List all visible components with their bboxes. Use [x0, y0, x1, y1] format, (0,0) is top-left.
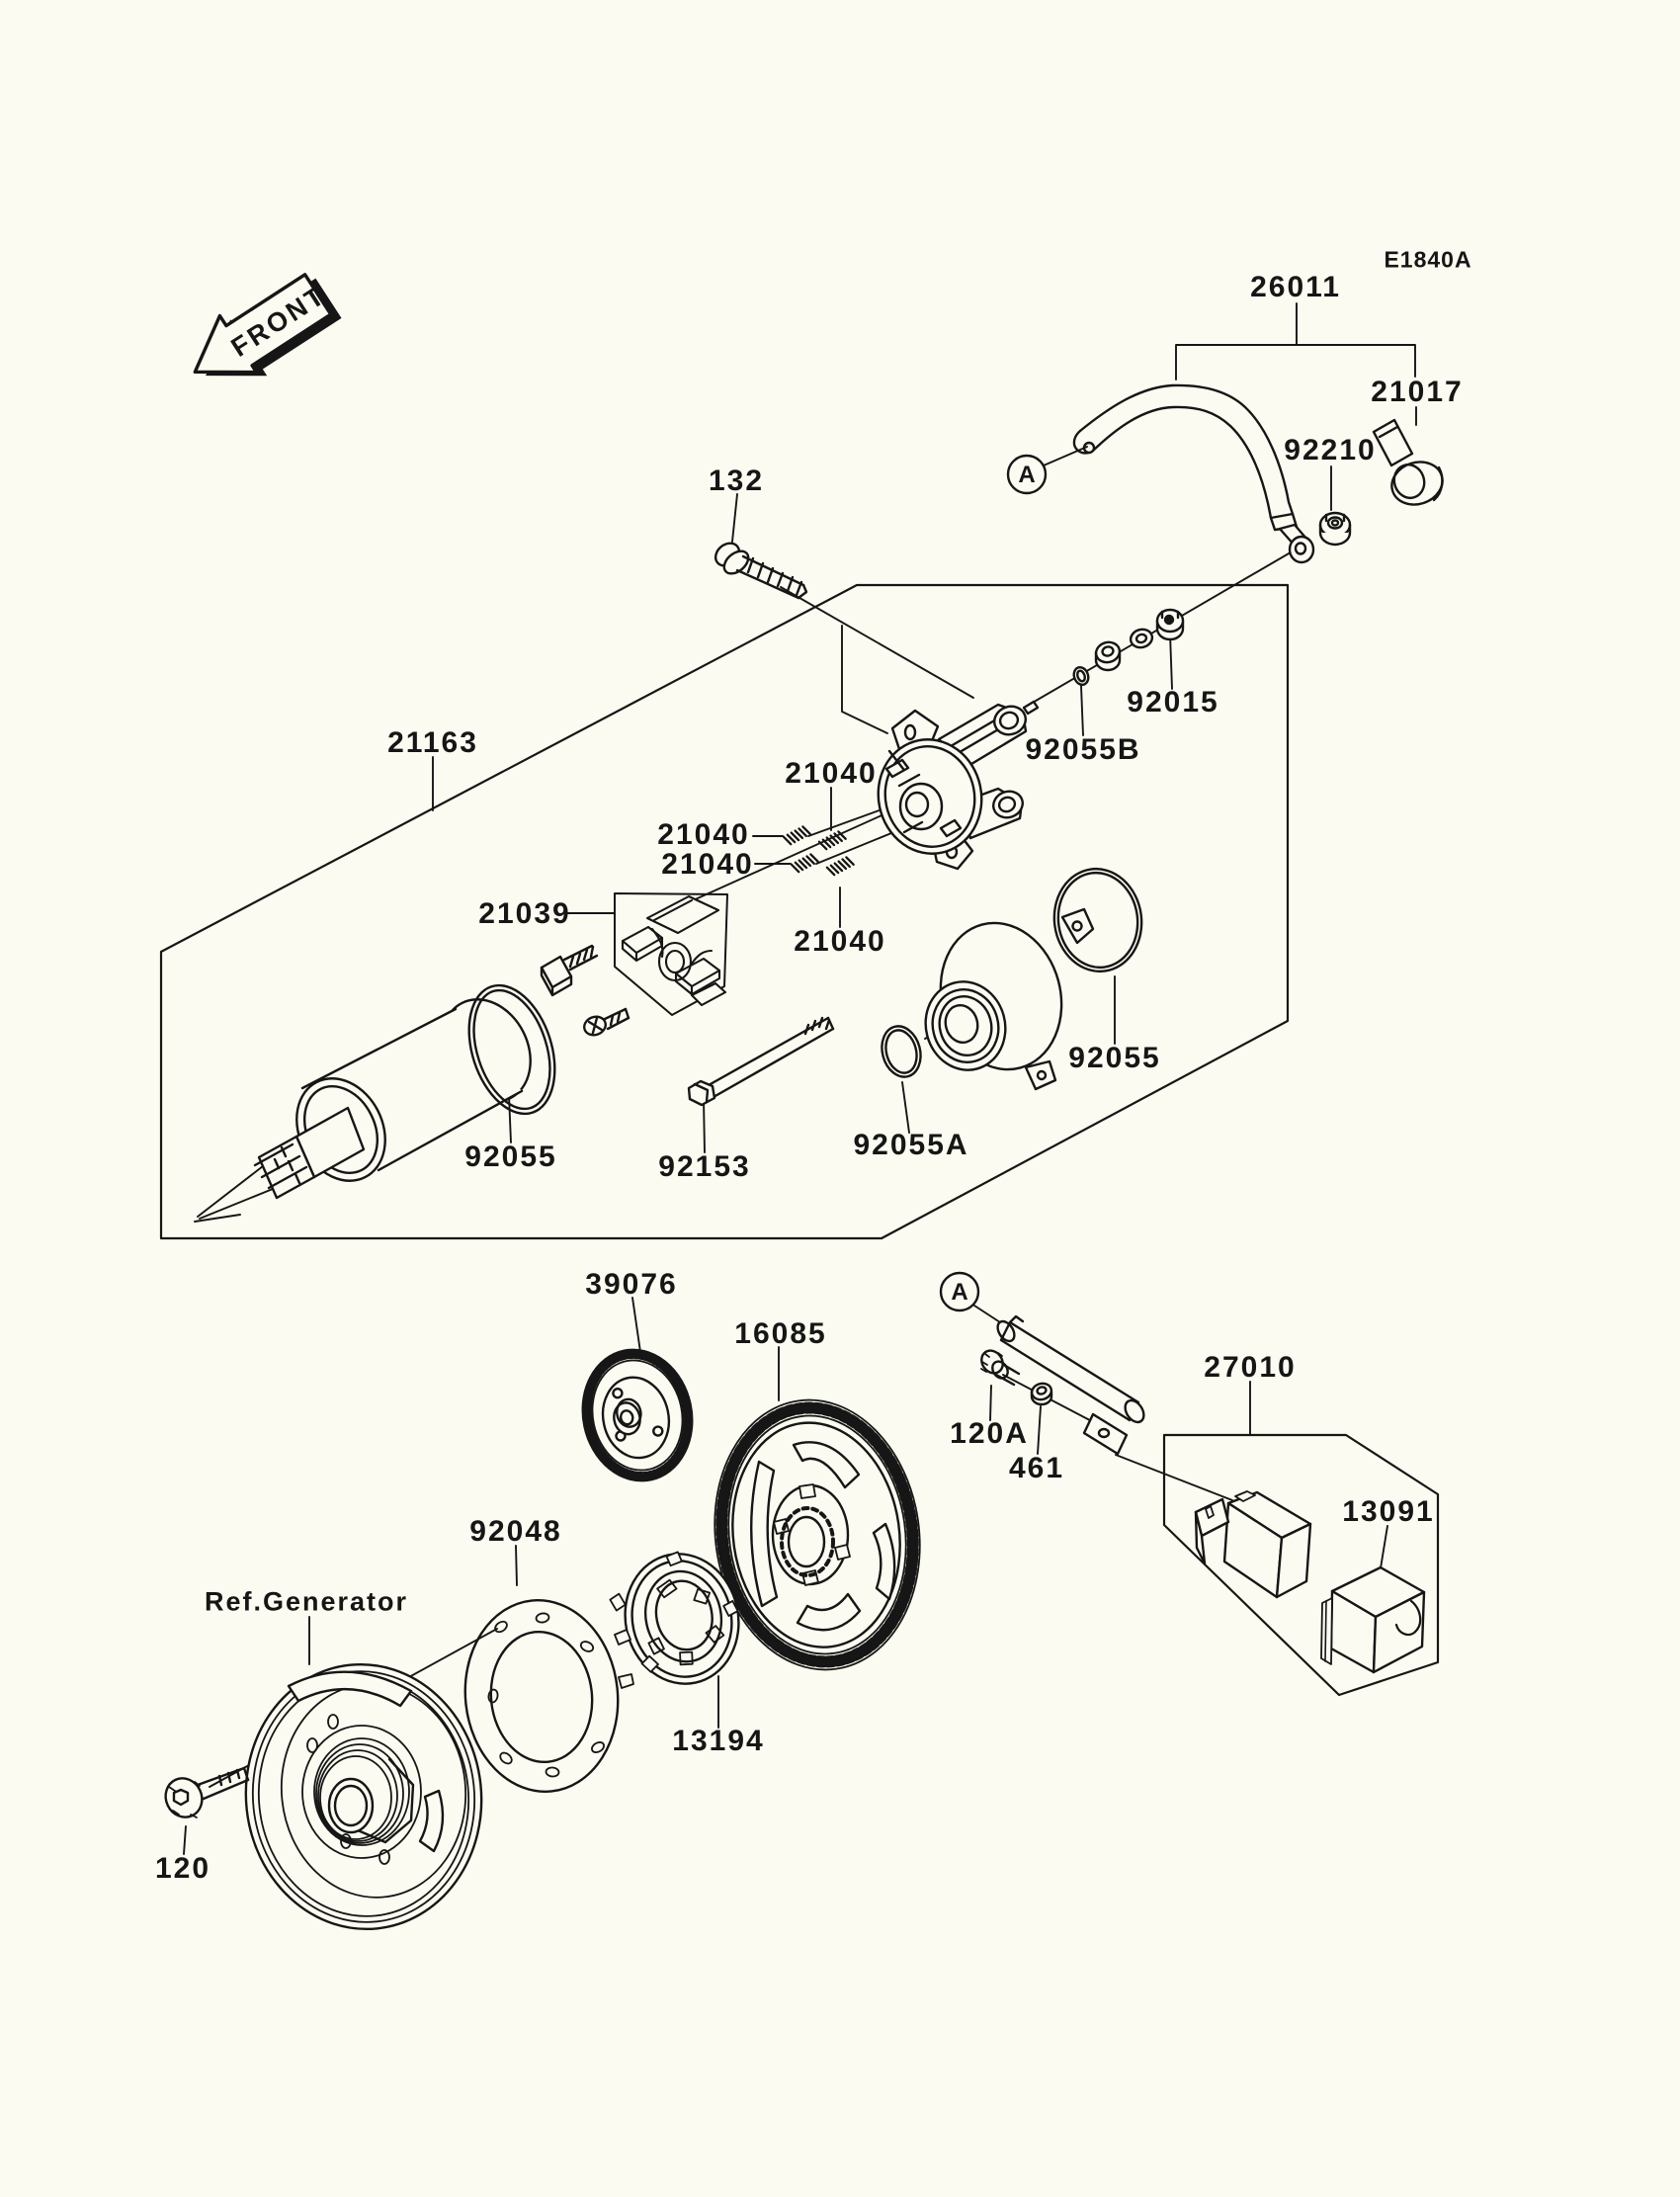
- callout-a-top: A: [1018, 462, 1036, 488]
- label-21163: 21163: [387, 726, 478, 759]
- label-16085: 16085: [734, 1317, 827, 1350]
- front-arrow: [177, 261, 346, 407]
- callout-circles: [941, 447, 1087, 1310]
- label-ref-generator: Ref.Generator: [204, 1586, 409, 1617]
- end-cap: [868, 702, 1038, 869]
- label-13091: 13091: [1342, 1495, 1435, 1528]
- diagram-code: E1840A: [1384, 246, 1472, 273]
- nut-92210: [1320, 513, 1350, 545]
- flywheel: [233, 1652, 495, 1940]
- label-120: 120: [154, 1852, 211, 1885]
- callout-a-bottom: A: [951, 1279, 968, 1306]
- label-21017: 21017: [1371, 376, 1464, 408]
- label-92015: 92015: [1127, 686, 1219, 718]
- rubber-cover-13091: [1321, 1567, 1424, 1672]
- front-arrow-text: FRONT: [225, 279, 332, 363]
- label-13194: 13194: [672, 1725, 765, 1757]
- wave-washer: [1129, 627, 1154, 649]
- oring-92055a: [877, 1022, 926, 1081]
- label-92210: 92210: [1284, 434, 1377, 466]
- gear-cover: [916, 909, 1093, 1089]
- label-21039: 21039: [478, 897, 571, 930]
- label-92153: 92153: [658, 1150, 751, 1183]
- square-bolt: [542, 946, 597, 995]
- label-92048: 92048: [469, 1515, 562, 1548]
- label-92055-right: 92055: [1068, 1042, 1161, 1074]
- label-21040-d: 21040: [794, 925, 886, 958]
- terminal-nut-92015: [1157, 610, 1183, 639]
- label-39076: 39076: [585, 1268, 678, 1301]
- label-92055-left: 92055: [464, 1141, 557, 1173]
- terminal-cap: [1374, 420, 1448, 511]
- bolt-120: [159, 1768, 248, 1823]
- starter-relay: [1196, 1491, 1310, 1597]
- label-27010: 27010: [1204, 1351, 1297, 1384]
- idler-gear-39076: [570, 1339, 704, 1491]
- label-92055b: 92055B: [1025, 733, 1141, 766]
- stator-plate-92048: [456, 1592, 633, 1799]
- label-92055a: 92055A: [853, 1129, 969, 1161]
- label-461: 461: [1008, 1452, 1065, 1484]
- bolt-92153: [689, 1018, 833, 1105]
- brush-holder: [623, 896, 725, 1005]
- label-21040-a: 21040: [785, 757, 878, 790]
- collar-bushing: [1094, 639, 1122, 670]
- oring-92055b: [1071, 665, 1090, 687]
- label-26011: 26011: [1250, 271, 1341, 303]
- label-21040-b: 21040: [657, 818, 750, 851]
- bolt-132: [712, 539, 806, 598]
- washer-461: [1030, 1382, 1052, 1404]
- label-21040-c: 21040: [661, 848, 754, 881]
- label-132: 132: [708, 465, 765, 497]
- battery-cable: [1074, 385, 1313, 562]
- label-120a: 120A: [950, 1417, 1029, 1450]
- pan-screw: [582, 1009, 629, 1038]
